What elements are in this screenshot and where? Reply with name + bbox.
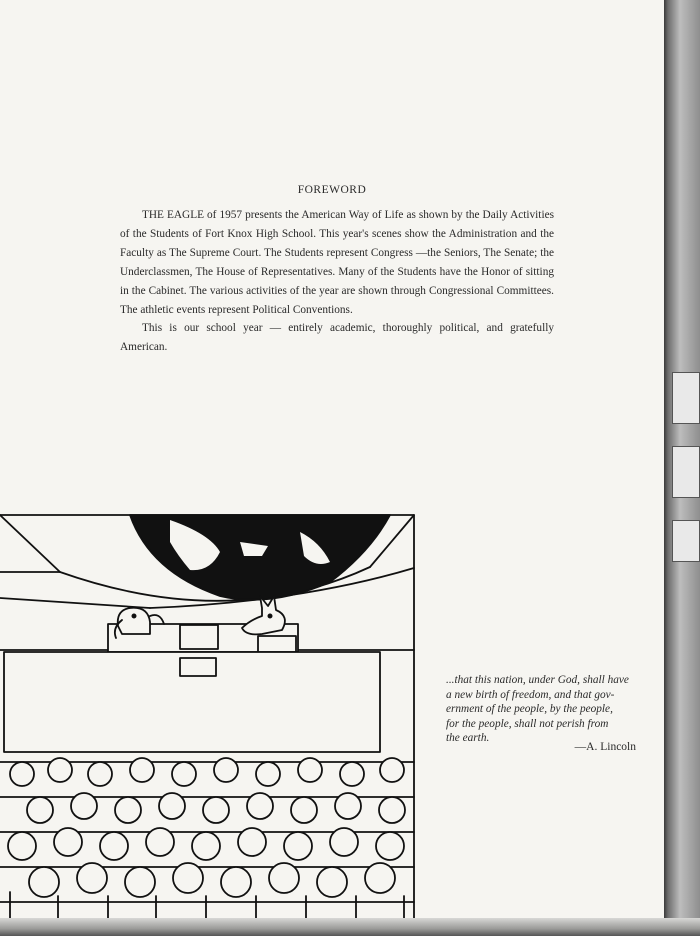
lincoln-quote xyxy=(446,673,646,746)
foreword-paragraph-2: This is our school year — entirely academic, thoroughly political, and gratefully American. xyxy=(120,322,554,354)
foreword-body xyxy=(120,206,554,357)
quote-line: for the people, shall not perish from xyxy=(446,717,609,730)
quote-line: ernment of the people, by the people, xyxy=(446,703,613,715)
audience xyxy=(0,758,414,918)
podium-box xyxy=(180,625,218,649)
congress-illustration xyxy=(0,512,418,918)
quote-line: the earth. xyxy=(446,732,490,744)
page-bottom-edge xyxy=(0,918,700,936)
foreword-title: FOREWORD xyxy=(297,184,367,196)
quote-line: ...that this nation, under God, shall have xyxy=(446,674,629,686)
adjacent-page-photo-edge xyxy=(664,0,700,936)
foreword-paragraph-1: THE EAGLE of 1957 presents the American Way of Life as shown by the Daily Activities of the Students of Fort Knox High School. This year's scenes show the Administration and the Faculty as The Supreme Court. The Students represent Congress —the Seniors, The Senate; the Underclassmen, The House of Representatives. Many of the Students have the Honor of sitting in the Cabinet. The various activities of the year are shown through Congressional Committees. The athletic events represent Political Conventions. xyxy=(120,209,554,316)
quote-line: a new birth of freedom, and that gov- xyxy=(446,688,615,701)
globe xyxy=(130,515,390,600)
quote-attribution: —A. Lincoln xyxy=(574,741,636,753)
